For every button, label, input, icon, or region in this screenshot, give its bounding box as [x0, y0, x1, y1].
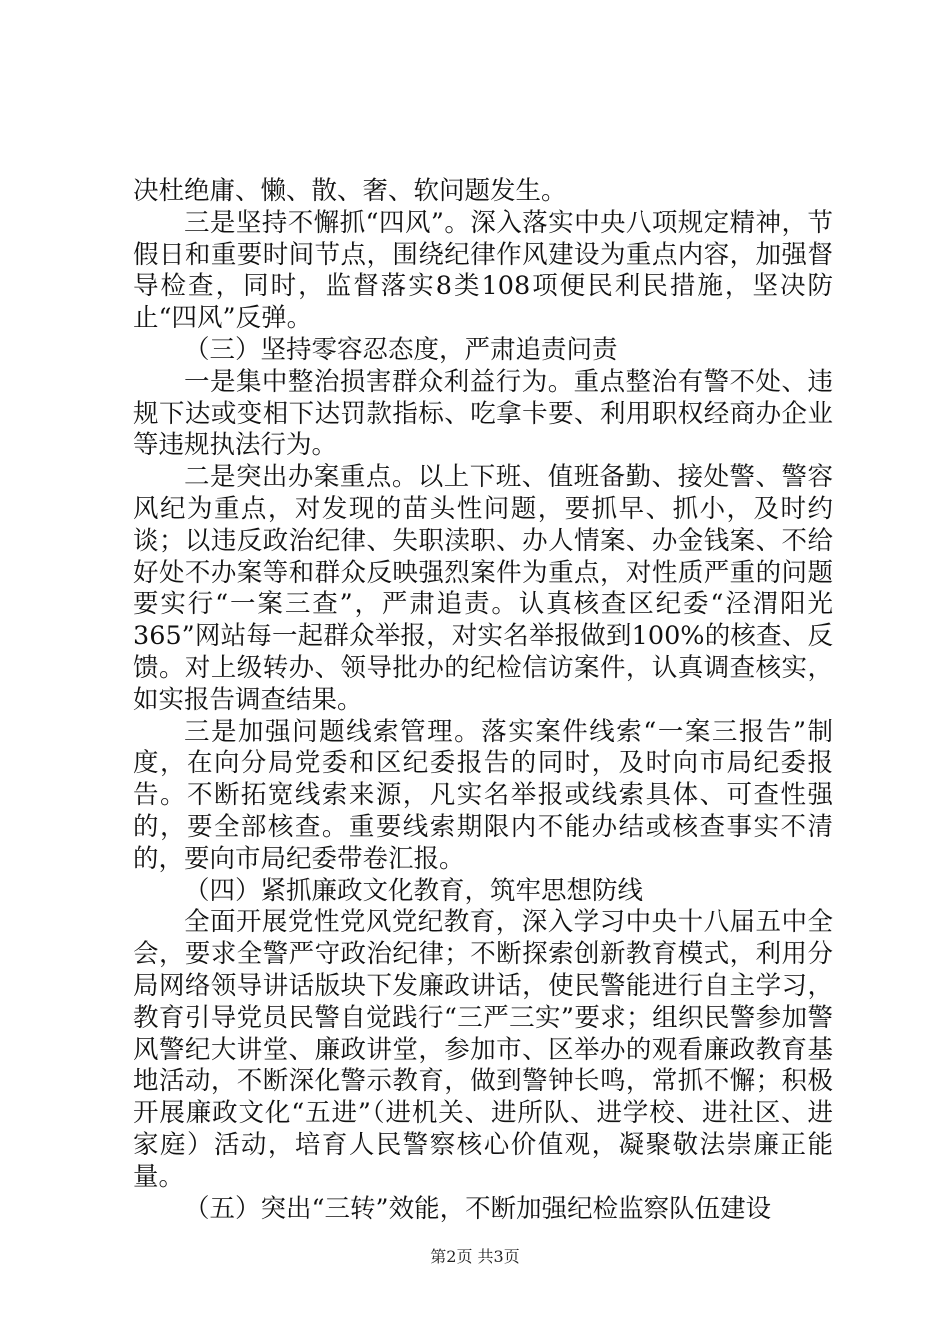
paragraph: （五）突出“三转”效能，不断加强纪检监察队伍建设 — [184, 1193, 772, 1224]
paragraph: （四）紧抓廉政文化教育，筑牢思想防线 — [184, 875, 644, 906]
page-number: 第2页 共3页 — [430, 1247, 520, 1266]
page-footer — [0, 1244, 950, 1267]
document-body — [133, 176, 833, 1225]
paragraph: 一是集中整治损害群众利益行为。重点整治有警不处、违规下达或变相下达罚款指标、吃拿卡要、利用职权经商办企业等违规执法行为。 — [133, 366, 833, 461]
paragraph: 三是加强问题线索管理。落实案件线索“一案三报告”制度，在向分局党委和区纪委报告的同时，及时向市局纪委报告。不断拓宽线索来源，凡实名举报或线索具体、可查性强的，要全部核查。重要线索期限内不能办结或核查事实不清的，要向市局纪委带卷汇报。 — [133, 716, 833, 874]
paragraph: 三是坚持不懈抓“四风”。深入落实中央八项规定精神，节假日和重要时间节点，围绕纪律作风建设为重点内容，加强督导检查，同时，监督落实8类108项便民利民措施，坚决防止“四风”反弹。 — [133, 207, 833, 334]
paragraph: （三）坚持零容忍态度，严肃追责问责 — [184, 334, 618, 365]
paragraph: 二是突出办案重点。以上下班、值班备勤、接处警、警容风纪为重点，对发现的苗头性问题，要抓早、抓小，及时约谈；以违反政治纪律、失职渎职、办人情案、办金钱案、不给好处不办案等和群众反映强烈案件为重点，对性质严重的问题要实行“一案三查”，严肃追责。认真核查区纪委“泾渭阳光365”网站每一起群众举报，对实名举报做到100%的核查、反馈。对上级转办、领导批办的纪检信访案件，认真调查核实，如实报告调查结果。 — [133, 462, 833, 715]
paragraph: 决杜绝庸、懒、散、奢、软问题发生。 — [133, 176, 567, 206]
paragraph: 全面开展党性党风党纪教育，深入学习中央十八届五中全会，要求全警严守政治纪律；不断探索创新教育模式，利用分局网络领导讲话版块下发廉政讲话，使民警能进行自主学习，教育引导党员民警自觉践行“三严三实”要求；组织民警参加警风警纪大讲堂、廉政讲堂，参加市、区举办的观看廉政教育基地活动，不断深化警示教育，做到警钟长鸣，常抓不懈；积极开展廉政文化“五进”（进机关、进所队、进学校、进社区、进家庭）活动，培育人民警察核心价值观，凝聚敬法崇廉正能量。 — [133, 907, 833, 1192]
